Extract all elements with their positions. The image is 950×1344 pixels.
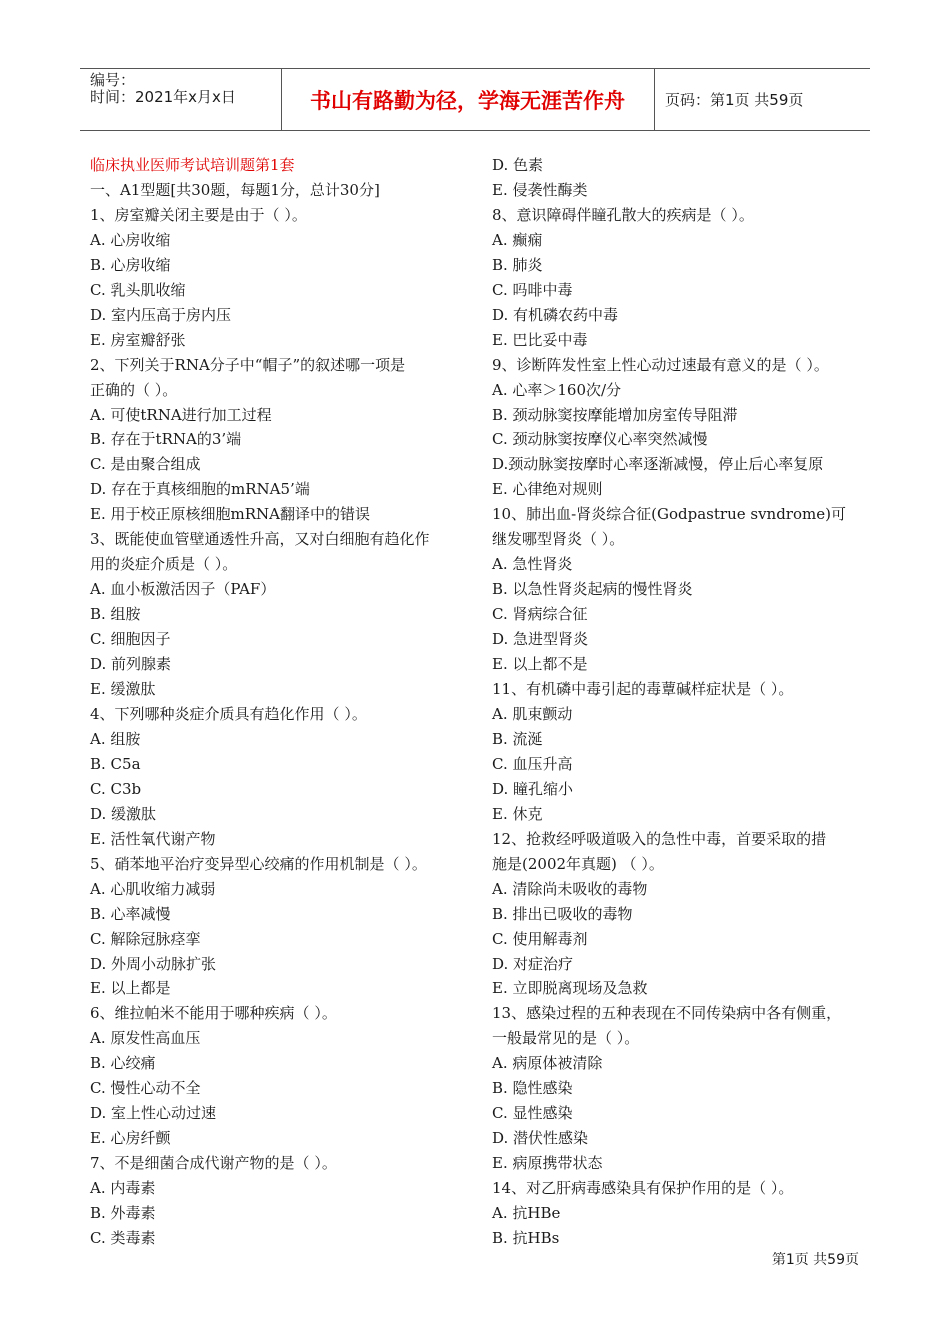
question-line: C. 细胞因子	[90, 630, 171, 649]
question-line: D.颈动脉窦按摩时心率逐渐减慢，停止后心率复原	[492, 455, 824, 474]
question-line: B. 心房收缩	[90, 255, 171, 274]
question-line: E. 巴比妥中毒	[492, 330, 588, 349]
question-line: E. 以上都不是	[492, 655, 588, 674]
question-line: 6、维拉帕米不能用于哪种疾病（ ）。	[90, 1004, 337, 1023]
question-line: B. 隐性感染	[492, 1079, 573, 1098]
question-line: E. 以上都是	[90, 979, 171, 998]
question-line: B. 抗HBs	[492, 1228, 560, 1247]
question-line: A. 可使tRNA进行加工过程	[90, 405, 272, 424]
question-line: E. 心律绝对规则	[492, 480, 603, 499]
question-line: D. 潜伏性感染	[492, 1129, 589, 1148]
question-line: A. 肌束颤动	[492, 704, 573, 723]
question-line: D. 对症治疗	[492, 954, 574, 973]
question-line: A. 原发性高血压	[90, 1029, 201, 1048]
question-line: 施是(2002年真题) （ ）。	[492, 854, 664, 873]
question-line: 5、硝苯地平治疗变异型心绞痛的作用机制是（ ）。	[90, 854, 427, 873]
question-line: E. 立即脱离现场及急救	[492, 979, 648, 998]
question-line: B. C5a	[90, 754, 141, 773]
question-line: C. 类毒素	[90, 1228, 156, 1247]
question-line: C. 颈动脉窦按摩仪心率突然减慢	[492, 430, 708, 449]
question-line: D. 外周小动脉扩张	[90, 954, 217, 973]
question-line: 一、A1型题[共30题，每题1分，总计30分]	[90, 180, 380, 199]
number-label: 编号：	[90, 71, 136, 89]
question-line: E. 侵袭性酶类	[492, 180, 588, 199]
question-line: 用的炎症介质是（ ）。	[90, 555, 238, 574]
question-line: B. 外毒素	[90, 1204, 156, 1223]
question-line: C. 显性感染	[492, 1104, 573, 1123]
left-column	[90, 153, 465, 1251]
question-line: 9、诊断阵发性室上性心动过速最有意义的是（ ）。	[492, 355, 829, 374]
question-line: A. 心房收缩	[90, 230, 171, 249]
header-page-label: 页码：第1页 共59页	[665, 91, 804, 109]
question-line: D. 室上性心动过速	[90, 1104, 217, 1123]
question-line: A. 内毒素	[90, 1179, 156, 1198]
question-line: 10、肺出血-肾炎综合征(Godpastrue svndrome)可	[492, 505, 846, 524]
question-line: 11、有机磷中毒引起的毒蕈碱样症状是（ ）。	[492, 680, 794, 699]
question-line: C. 是由聚合组成	[90, 455, 201, 474]
page-header	[80, 68, 870, 131]
question-line: C. 吗啡中毒	[492, 280, 573, 299]
question-line: A. 急性肾炎	[492, 555, 573, 574]
question-line: A. 病原体被清除	[492, 1054, 603, 1073]
question-line: A. 癫痫	[492, 230, 543, 249]
question-line: C. 乳头肌收缩	[90, 280, 186, 299]
question-line: 4、下列哪种炎症介质具有趋化作用（ ）。	[90, 704, 367, 723]
question-line: D. 急进型肾炎	[492, 630, 589, 649]
question-line: D. 缓激肽	[90, 804, 157, 823]
question-line: B. 心绞痛	[90, 1054, 156, 1073]
question-line: 正确的（ ）。	[90, 380, 178, 399]
question-line: C. C3b	[90, 779, 142, 798]
time-label: 时间：2021年x月x日	[90, 88, 236, 106]
question-line: E. 心房纤颤	[90, 1129, 171, 1148]
question-line: B. 心率减慢	[90, 904, 171, 923]
question-line: D. 前列腺素	[90, 655, 172, 674]
question-line: D. 存在于真核细胞的mRNA5’端	[90, 480, 310, 499]
question-line: E. 休克	[492, 804, 543, 823]
question-line: A. 抗HBe	[492, 1204, 561, 1223]
question-line: B. 存在于tRNA的3’端	[90, 430, 242, 449]
question-line: D. 色素	[492, 156, 544, 174]
question-line: 继发哪型肾炎（ ）。	[492, 530, 625, 549]
question-line: D. 瞳孔缩小	[492, 779, 574, 798]
question-line: C. 肾病综合征	[492, 605, 588, 624]
question-line: 14、对乙肝病毒感染具有保护作用的是（ ）。	[492, 1179, 794, 1198]
question-line: A. 组胺	[90, 729, 141, 748]
right-column	[492, 153, 868, 1251]
question-line: A. 清除尚未吸收的毒物	[492, 879, 648, 898]
question-line: 12、抢救经呼吸道吸入的急性中毒，首要采取的措	[492, 829, 827, 848]
exam-title: 临床执业医师考试培训题第1套	[90, 156, 295, 174]
header-info	[80, 69, 282, 130]
header-motto: 书山有路勤为径，学海无涯苦作舟	[281, 69, 655, 130]
question-line: C. 血压升高	[492, 754, 573, 773]
question-line: A. 心肌收缩力减弱	[90, 879, 216, 898]
question-line: 8、意识障碍伴瞳孔散大的疾病是（ ）。	[492, 205, 754, 224]
question-line: B. 以急性肾炎起病的慢性肾炎	[492, 580, 693, 599]
question-line: D. 室内压高于房内压	[90, 305, 232, 324]
question-line: B. 排出已吸收的毒物	[492, 904, 633, 923]
question-line: 3、既能使血管壁通透性升高，又对白细胞有趋化作	[90, 530, 430, 549]
question-line: E. 活性氧代谢产物	[90, 829, 216, 848]
question-line: E. 缓激肽	[90, 680, 156, 699]
question-line: 1、房室瓣关闭主要是由于（ ）。	[90, 205, 307, 224]
question-line: B. 流涎	[492, 729, 543, 748]
question-line: E. 房室瓣舒张	[90, 330, 186, 349]
question-line: D. 有机磷农药中毒	[492, 305, 619, 324]
question-line: E. 用于校正原核细胞mRNA翻译中的错误	[90, 505, 370, 524]
question-line: B. 组胺	[90, 605, 141, 624]
question-line: C. 慢性心动不全	[90, 1079, 201, 1098]
question-line: C. 解除冠脉痉挛	[90, 929, 201, 948]
question-line: C. 使用解毒剂	[492, 929, 588, 948]
page-footer: 第1页 共59页	[771, 1252, 859, 1268]
question-line: A. 血小板激活因子（PAF）	[90, 580, 276, 599]
question-line: 7、不是细菌合成代谢产物的是（ ）。	[90, 1154, 337, 1173]
question-line: E. 病原携带状态	[492, 1154, 603, 1173]
question-line: 一般最常见的是（ ）。	[492, 1029, 640, 1048]
question-line: B. 颈动脉窦按摩能增加房室传导阻滞	[492, 405, 738, 424]
question-line: 13、感染过程的五种表现在不同传染病中各有侧重，	[492, 1004, 842, 1023]
question-line: 2、下列关于RNA分子中“帽子”的叙述哪一项是	[90, 355, 406, 374]
question-line: A. 心率＞160次/分	[492, 380, 622, 399]
question-line: B. 肺炎	[492, 255, 543, 274]
